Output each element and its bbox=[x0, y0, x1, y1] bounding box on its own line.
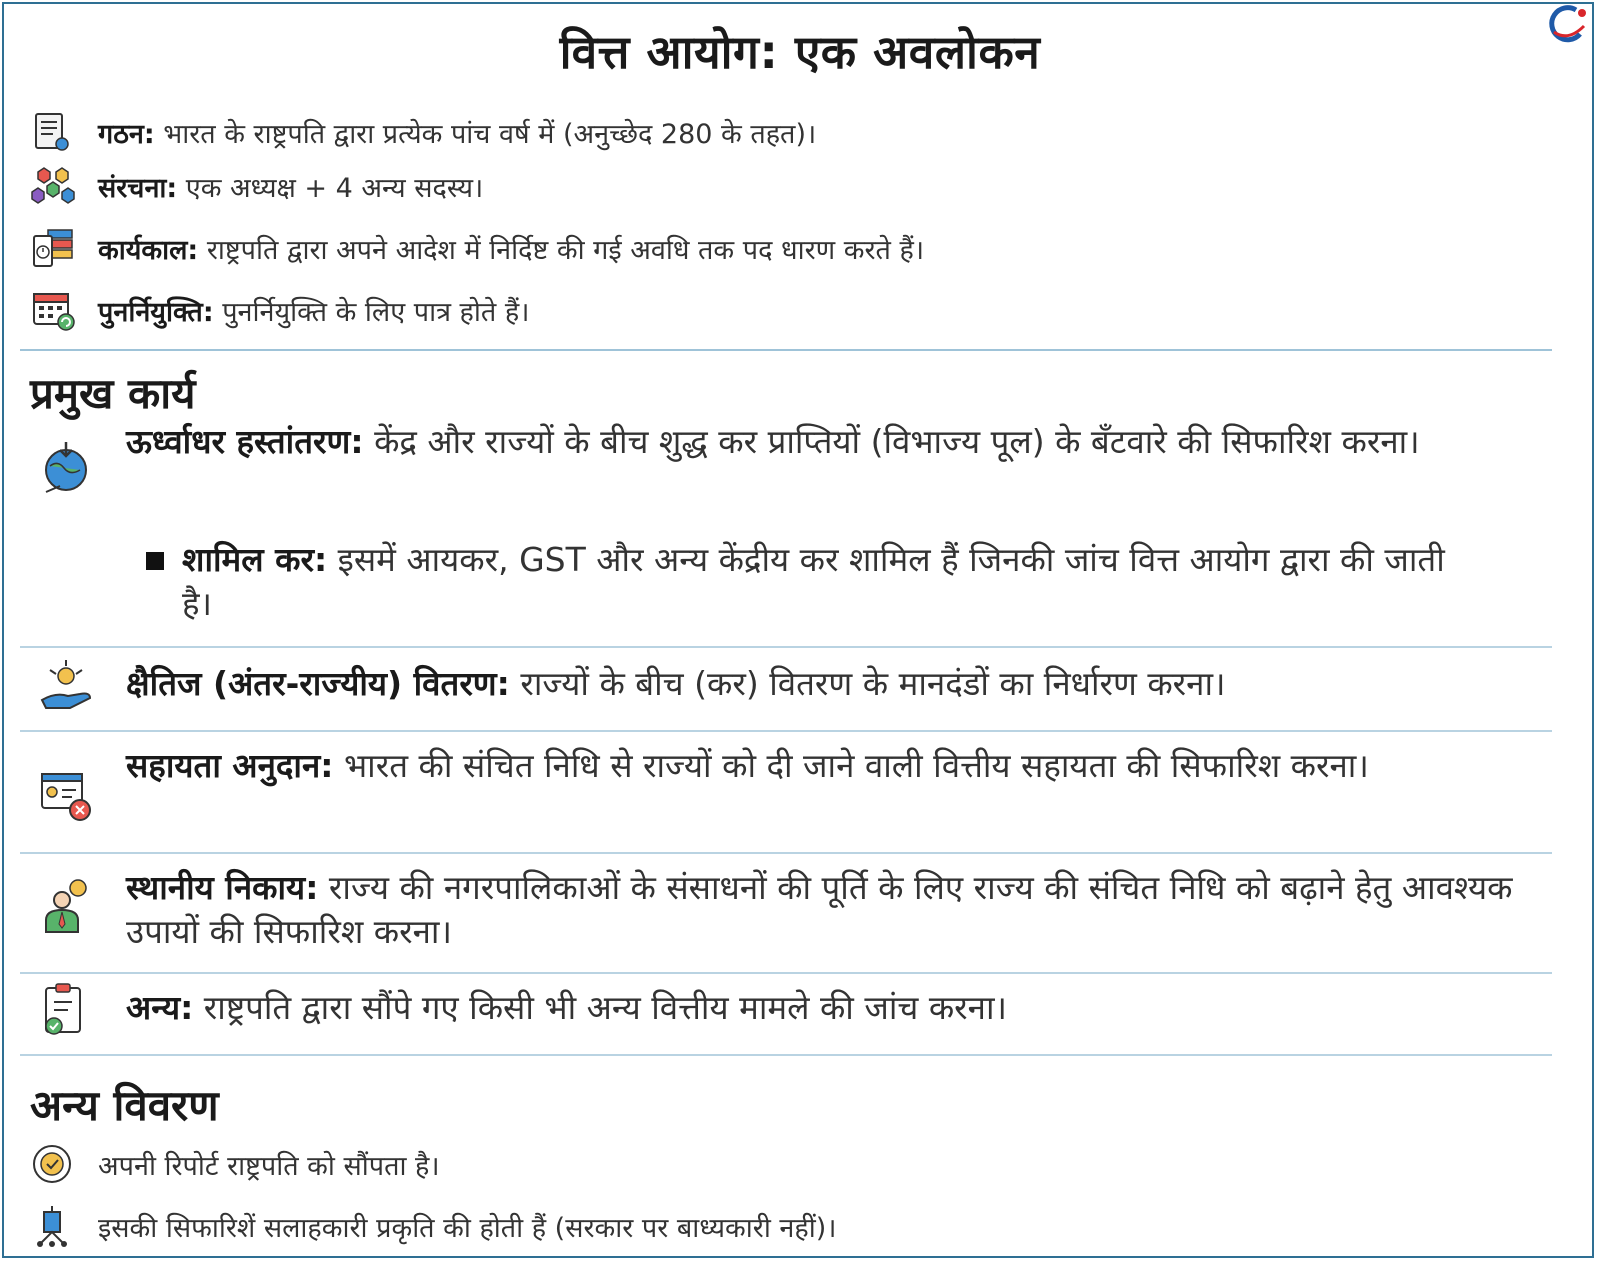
row-divider bbox=[20, 852, 1552, 854]
function-label: क्षैतिज (अंतर-राज्यीय) वितरण: bbox=[126, 664, 510, 703]
document-scroll-icon bbox=[28, 110, 78, 154]
functions-heading: प्रमुख कार्य bbox=[30, 369, 196, 418]
function-label: स्थानीय निकाय: bbox=[126, 868, 319, 907]
row-divider bbox=[20, 972, 1552, 974]
overview-text: एक अध्यक्ष + 4 अन्य सदस्य। bbox=[177, 172, 484, 204]
clock-books-icon bbox=[28, 226, 78, 270]
hexagon-network-icon bbox=[28, 164, 78, 208]
overview-item-tenure bbox=[28, 226, 924, 270]
function-text: राज्यों के बीच (कर) वितरण के मानदंडों का निर्धारण करना। bbox=[509, 664, 1226, 703]
report-badge-icon bbox=[28, 1142, 78, 1186]
function-text: राज्य की नगरपालिकाओं के संसाधनों की पूर्ति के लिए राज्य की संचित निधि को बढ़ाने हेतु आवश्यक उपायों की सिफारिश करना। bbox=[126, 868, 1513, 951]
details-heading: अन्य विवरण bbox=[30, 1081, 219, 1130]
overview-text: राष्ट्रपति द्वारा अपने आदेश में निर्दिष्ट की गई अवधि तक पद धारण करते हैं। bbox=[198, 234, 925, 266]
sub-text: इसमें आयकर, GST और अन्य केंद्रीय कर शामिल हैं जिनकी जांच वित्त आयोग द्वारा की जाती है। bbox=[182, 540, 1445, 623]
details-item-advisory bbox=[28, 1204, 836, 1248]
hand-distribution-icon bbox=[36, 656, 96, 716]
overview-item-structure bbox=[28, 164, 483, 208]
section-divider bbox=[20, 349, 1552, 351]
page-title: वित्त आयोग: एक अवलोकन bbox=[559, 25, 1041, 79]
function-label: सहायता अनुदान: bbox=[126, 746, 334, 785]
overview-label: गठन: bbox=[98, 118, 155, 150]
overview-text: भारत के राष्ट्रपति द्वारा प्रत्येक पांच वर्ष में (अनुच्छेद 280 के तहत)। bbox=[154, 118, 817, 150]
function-text: भारत की संचित निधि से राज्यों को दी जाने वाली वित्तीय सहायता की सिफारिश करना। bbox=[333, 746, 1369, 785]
function-label: अन्य: bbox=[126, 988, 194, 1027]
overview-text: पुनर्नियुक्ति के लिए पात्र होते हैं। bbox=[213, 296, 530, 328]
overview-label: पुनर्नियुक्ति: bbox=[98, 296, 214, 328]
details-item-report bbox=[28, 1142, 440, 1186]
bullet-square-icon bbox=[146, 552, 164, 570]
function-text: राष्ट्रपति द्वारा सौंपे गए किसी भी अन्य वित्तीय मामले की जांच करना। bbox=[193, 988, 1008, 1027]
overview-item-reappointment bbox=[28, 288, 529, 332]
function-label: ऊर्ध्वाधर हस्तांतरण: bbox=[126, 422, 364, 461]
person-idea-icon bbox=[36, 876, 96, 936]
grant-screen-icon bbox=[36, 766, 96, 826]
calendar-renew-icon bbox=[28, 288, 78, 332]
overview-item-formation bbox=[28, 110, 816, 154]
overview-label: संरचना: bbox=[98, 172, 178, 204]
function-text: केंद्र और राज्यों के बीच शुद्ध कर प्राप्तियों (विभाज्य पूल) के बँटवारे की सिफारिश करना। bbox=[363, 422, 1420, 461]
row-divider bbox=[20, 730, 1552, 732]
advisory-tower-icon bbox=[28, 1204, 78, 1248]
row-divider bbox=[20, 1054, 1552, 1056]
sub-label: शामिल कर: bbox=[182, 540, 328, 579]
globe-transfer-icon bbox=[36, 438, 96, 498]
details-text: अपनी रिपोर्ट राष्ट्रपति को सौंपता है। bbox=[98, 1150, 440, 1182]
row-divider bbox=[20, 646, 1552, 648]
details-text: इसकी सिफारिशें सलाहकारी प्रकृति की होती हैं (सरकार पर बाध्यकारी नहीं)। bbox=[98, 1212, 837, 1244]
overview-label: कार्यकाल: bbox=[98, 234, 199, 266]
clipboard-check-icon bbox=[36, 980, 96, 1040]
